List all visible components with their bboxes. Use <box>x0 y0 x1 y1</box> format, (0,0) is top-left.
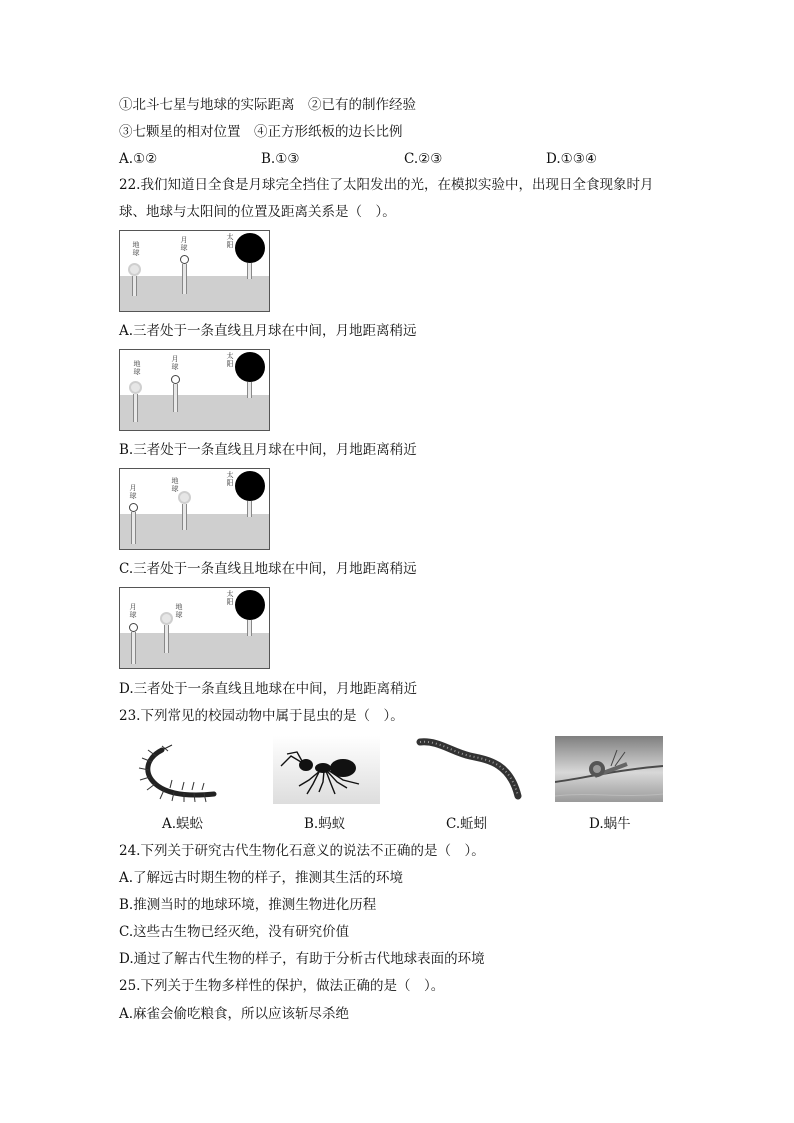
q21-option-b[interactable]: B.①③ <box>261 151 300 167</box>
ground <box>120 276 269 311</box>
q21-option-a[interactable]: A.①② <box>119 151 158 167</box>
earth-ball <box>178 491 191 504</box>
moon-ball <box>180 255 189 264</box>
earth-ball <box>160 612 173 625</box>
q22-option-d[interactable]: D.三者处于一条直线且地球在中间，月地距离稍近 <box>119 681 418 697</box>
earth-stand <box>164 625 169 653</box>
q22-stem-line-2: 球、地球与太阳间的位置及距离关系是（ ）。 <box>119 204 396 220</box>
q21-option-c[interactable]: C.②③ <box>404 151 443 167</box>
ground <box>120 514 269 549</box>
moon-ball <box>129 503 138 512</box>
sun-ball <box>235 471 265 501</box>
earthworm-image <box>414 736 526 806</box>
earth-label: 地球 <box>175 603 183 619</box>
q21-item-line-2: ③七颗星的相对位置 ④正方形纸板的边长比例 <box>119 124 403 140</box>
sun-label: 太阳 <box>226 471 234 487</box>
moon-ball <box>171 375 180 384</box>
moon-stand <box>182 264 187 294</box>
moon-label: 月球 <box>171 355 179 371</box>
earth-stand <box>182 504 187 530</box>
sun-ball <box>235 233 265 263</box>
q22-option-c[interactable]: C.三者处于一条直线且地球在中间，月地距离稍远 <box>119 561 417 577</box>
q23-option-c[interactable]: C.蚯蚓 <box>446 816 488 832</box>
earth-label: 地球 <box>133 360 141 376</box>
earth-ball <box>128 263 141 276</box>
sun-stand <box>247 501 252 517</box>
q25-stem: 25.下列关于生物多样性的保护，做法正确的是（ ）。 <box>119 978 445 994</box>
q23-option-b[interactable]: B.蚂蚁 <box>304 816 346 832</box>
moon-label: 月球 <box>180 236 188 252</box>
centipede-image <box>132 744 222 804</box>
sun-stand <box>247 620 252 636</box>
diagram-option-c <box>119 468 270 550</box>
moon-label: 月球 <box>129 603 137 619</box>
diagram-option-a <box>119 230 270 312</box>
q24-option-b[interactable]: B.推测当时的地球环境，推测生物进化历程 <box>119 897 377 913</box>
q21-option-d[interactable]: D.①③④ <box>546 151 597 167</box>
earth-label: 地球 <box>171 477 179 493</box>
q22-stem-line-1: 22.我们知道日全食是月球完全挡住了太阳发出的光，在模拟实验中，出现日全食现象时月 <box>119 177 654 193</box>
q22-option-b[interactable]: B.三者处于一条直线且月球在中间，月地距离稍近 <box>119 442 417 458</box>
moon-ball <box>129 623 138 632</box>
q21-item-line-1: ①北斗七星与地球的实际距离 ②已有的制作经验 <box>119 97 416 113</box>
moon-label: 月球 <box>129 484 137 500</box>
q22-option-a[interactable]: A.三者处于一条直线且月球在中间，月地距离稍远 <box>119 323 417 339</box>
ground <box>120 633 269 668</box>
moon-stand <box>173 384 178 412</box>
diagram-option-d <box>119 587 270 669</box>
ground <box>120 395 269 430</box>
ant-image <box>273 736 380 804</box>
moon-stand <box>131 512 136 544</box>
earth-stand <box>133 394 138 422</box>
sun-label: 太阳 <box>226 352 234 368</box>
q24-stem: 24.下列关于研究古代生物化石意义的说法不正确的是（ ）。 <box>119 843 485 859</box>
q25-option-a[interactable]: A.麻雀会偷吃粮食，所以应该斩尽杀绝 <box>119 1006 350 1022</box>
q23-option-a[interactable]: A.蜈蚣 <box>162 816 204 832</box>
q23-stem: 23.下列常见的校园动物中属于昆虫的是（ ）。 <box>119 708 404 724</box>
sun-label: 太阳 <box>226 233 234 249</box>
earth-stand <box>132 276 137 296</box>
sun-stand <box>247 382 252 398</box>
q23-option-d[interactable]: D.蜗牛 <box>589 816 631 832</box>
earth-label: 地球 <box>132 241 140 257</box>
q24-option-a[interactable]: A.了解远古时期生物的样子，推测其生活的环境 <box>119 870 404 886</box>
sun-ball <box>235 352 265 382</box>
moon-stand <box>131 632 136 664</box>
q24-option-c[interactable]: C.这些古生物已经灭绝，没有研究价值 <box>119 924 350 940</box>
earth-ball <box>129 381 142 394</box>
sun-stand <box>247 263 252 279</box>
sun-ball <box>235 590 265 620</box>
sun-label: 太阳 <box>226 590 234 606</box>
diagram-option-b <box>119 349 270 431</box>
q24-option-d[interactable]: D.通过了解古代生物的样子，有助于分析古代地球表面的环境 <box>119 951 485 967</box>
snail-image <box>555 736 663 802</box>
